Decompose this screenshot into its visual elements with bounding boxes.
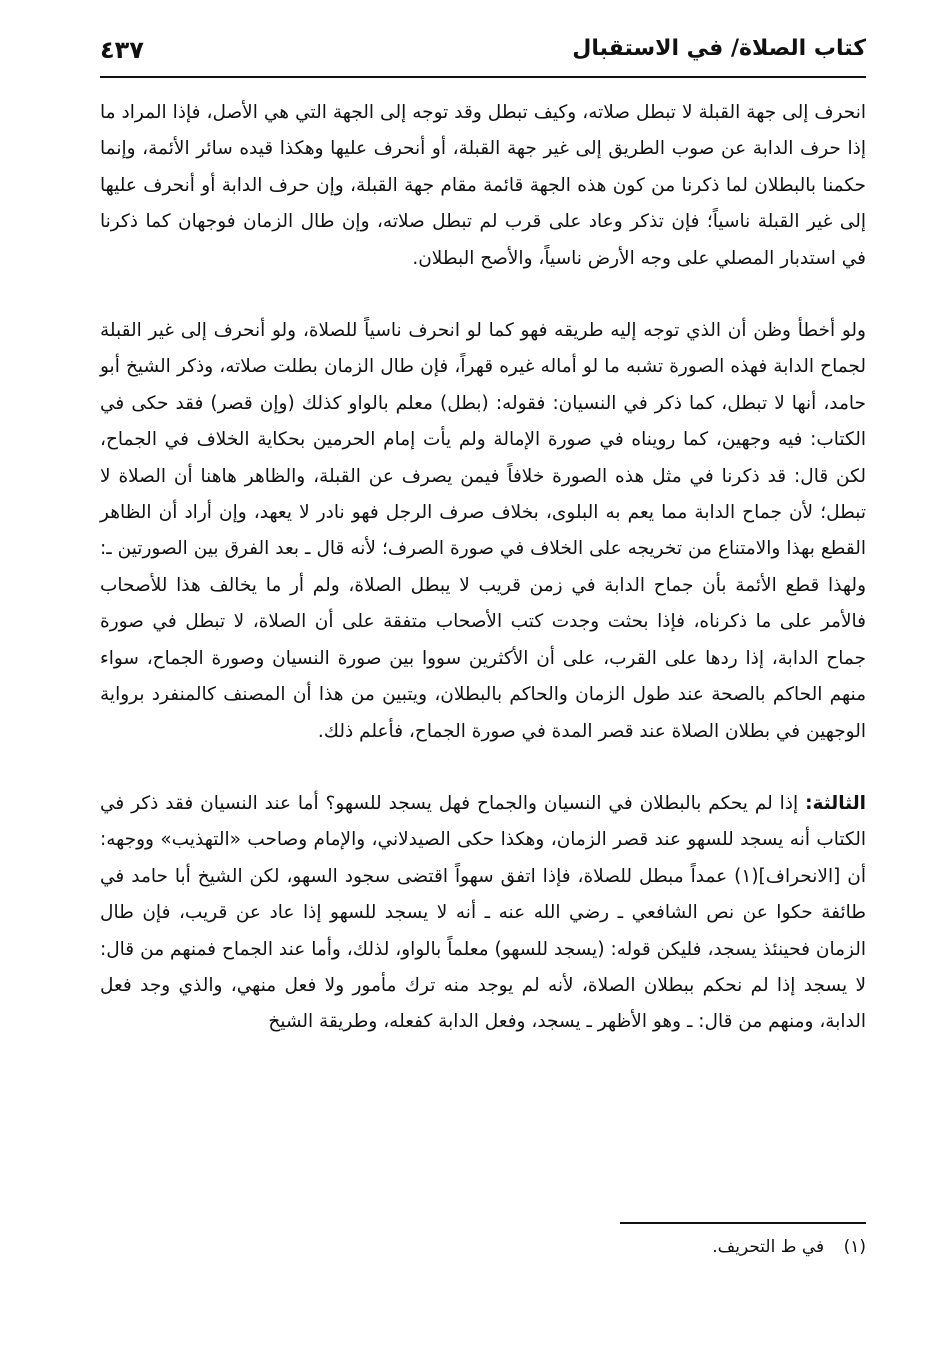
main-text xyxy=(100,95,866,1041)
paragraph-2 xyxy=(100,313,866,750)
footnote-marker: (١) xyxy=(843,1237,866,1257)
page-number: ٤٣٧ xyxy=(100,36,144,64)
footnote-text: في ط التحريف. xyxy=(712,1237,825,1257)
section-lead-word: الثالثة: xyxy=(805,792,866,814)
paragraph-3-text: إذا لم يحكم بالبطلان في النسيان والجماح فهل يسجد للسهو؟ أما عند النسيان فقد ذكر في الكتاب أنه يسجد للسهو عند قصر الزمان، وهكذا حكى الصيدلاني، والإمام وصاحب «التهذيب» ووجهه: أن [الانحراف](١) عمداً مبطل للصلاة، فإذا اتفق سهواً اقتضى سجود السهو، لكن الشيخ أبا حامد في طائفة حكوا عن نص الشافعي ـ رضي الله عنه ـ أنه لا يسجد للسهو إذا عاد عن قريب، فإن طال الزمان فحينئذ يسجد، فليكن قوله: (يسجد للسهو) معلماً بالواو، لذلك، وأما عند الجماح فمنهم من قال: لا يسجد إذا لم نحكم ببطلان الصلاة، لأنه لم يوجد منه ترك مأمور ولا فعل منهي، والذي وجد فعل الدابة، ومنهم من قال: ـ وهو الأظهر ـ يسجد، وفعل الدابة كفعله، وطريقة الشيخ xyxy=(100,792,866,1033)
page-header xyxy=(100,32,866,82)
footnote-divider xyxy=(620,1222,866,1224)
paragraph-3 xyxy=(100,786,866,1041)
running-header-title: كتاب الصلاة/ في الاستقبال xyxy=(572,36,866,61)
paragraph-1 xyxy=(100,95,866,277)
paragraph-2-text: ولو أخطأ وظن أن الذي توجه إليه طريقه فهو كما لو انحرف ناسياً للصلاة، ولو أنحرف إلى غير القبلة لجماح الدابة فهذه الصورة تشبه ما لو أماله غيره قهراً، فإن طال الزمان بطلت صلاته، وذكر الشيخ أبو حامد، أنها لا تبطل، كما ذكر في النسيان: فقوله: (بطل) معلم بالواو كذلك (وإن قصر) فقد حكى في الكتاب: فيه وجهين، كما رويناه في صورة الإمالة ولم يأت إمام الحرمين بحكاية الخلاف في الجماح، لكن قال: قد ذكرنا في مثل هذه الصورة خلافاً فيمن يصرف عن القبلة، والظاهر هاهنا أن الصلاة لا تبطل؛ لأن جماح الدابة مما يعم به البلوى، بخلاف صرف الرجل فهو نادر لا يعهد، وإن أراد أن الظاهر القطع بهذا والامتناع من تخريجه على الخلاف في صورة الصرف؛ لأنه قال ـ بعد الفرق بين الصورتين ـ: ولهذا قطع الأئمة بأن جماح الدابة في زمن قريب لا يبطل الصلاة، ولم أر ما يخالف هذا للأصحاب فالأمر على ما ذكرناه، فإذا بحثت وجدت كتب الأصحاب متفقة على أن الصلاة، لا تبطل في صورة جماح الدابة، إذا ردها على القرب، على أن الأكثرين سووا بين صورة النسيان وصورة الجماح، سواء منهم الحاكم بالصحة عند طول الزمان والحاكم بالبطلان، ويتبين من هذا أن المصنف كالمنفرد برواية الوجهين في بطلان الصلاة عند قصر المدة في صورة الجماح، فأعلم ذلك. xyxy=(100,320,866,742)
footnote xyxy=(100,1232,866,1262)
header-divider xyxy=(100,76,866,78)
paragraph-1-text: انحرف إلى جهة القبلة لا تبطل صلاته، وكيف تبطل وقد توجه إلى الجهة التي هي الأصل، فإذا المراد ما إذا حرف الدابة عن صوب الطريق إلى غير جهة القبلة، أو أنحرف عليها وهكذا قيده سائر الأئمة، وإنما حكمنا بالبطلان لما ذكرنا من كون هذه الجهة قائمة مقام جهة القبلة، وإن حرف الدابة أو أنحرف عليها إلى غير القبلة ناسياً؛ فإن تذكر وعاد على قرب لم تبطل صلاته، وإن طال الزمان فوجهان كما ذكرنا في استدبار المصلي على وجه الأرض ناسياً، والأصح البطلان. xyxy=(100,102,866,269)
